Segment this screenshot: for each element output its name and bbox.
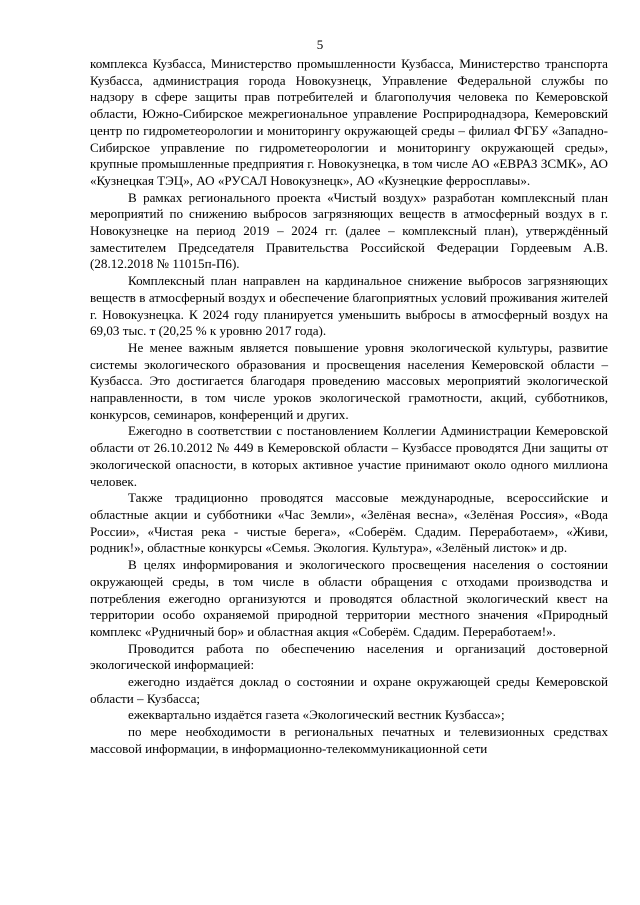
paragraph-annual-report: ежегодно издаётся доклад о состоянии и охране окружающей среды Кемеровской области – Кузбасса; xyxy=(90,674,608,706)
page-number: 5 xyxy=(316,37,324,52)
paragraph-information-work: Проводится работа по обеспечению населения и организаций достоверной экологической информацией: xyxy=(90,640,608,673)
paragraph-media: по мере необходимости в региональных печатных и телевизионных средствах массовой информации, в информационно-телекоммуникационной сети xyxy=(90,724,608,756)
paragraph-eco-quest: В целях информирования и экологического просвещения населения о состоянии окружающей среды, в том числе в области обращения с отходами производства и потребления ежегодно организуются и проводятся областной экологический квест на территории особо охраняемой природной территории местного значения «Природный комплекс «Рудничный бор» и областная акция «Соберём. Сдадим. Переработаем!». xyxy=(90,557,608,639)
paragraph-clean-air-project: В рамках регионального проекта «Чистый воздух» разработан комплексный план мероприятий по снижению выбросов загрязняющих веществ в атмосферный воздух в г. Новокузнецке на период 2019 – 2024 гг. (далее – комплексный план), утверждённый заместителем Председателя Правительства Российской Федерации Гордеевым А.В. (28.12.2018 № 11015п-П6). xyxy=(90,189,608,272)
paragraph-protection-days: Ежегодно в соответствии с постановлением Коллегии Администрации Кемеровской области от 26.10.2012 № 449 в Кемеровской области – Кузбассе проводятся Дни защиты от экологической опасности, в которых активное участие принимают около одного миллиона человек. xyxy=(90,423,608,489)
body-text xyxy=(90,56,608,758)
paragraph-agencies-list: комплекса Кузбасса, Министерство промышленности Кузбасса, Министерство транспорта Кузбасса, администрация города Новокузнецк, Управление Федеральной службы по надзору в сфере защиты прав потребителей и благополучия человека по Кемеровской области, Южно-Сибирское межрегиональное управление Росприроднадзора, Кемеровский центр по гидрометеорологии и мониторингу окружающей среды – филиал ФГБУ «Западно-Сибирское управление по гидрометеорологии и мониторингу окружающей среды», крупные промышленные предприятия г. Новокузнецка, в том числе АО «ЕВРАЗ ЗСМК», АО «Кузнецкая ТЭЦ», АО «РУСАЛ Новокузнецк», АО «Кузнецкие ферросплавы». xyxy=(90,56,608,188)
paragraph-quarterly-newspaper: ежеквартально издаётся газета «Экологический вестник Кузбасса»; xyxy=(128,707,505,723)
paragraph-ecological-culture: Не менее важным является повышение уровня экологической культуры, развитие системы экологического образования и просвещения населения Кемеровской области – Кузбасса. Это достигается благодаря проведению массовых мероприятий экологической направленности, в том числе уроков экологической грамотности, акций, субботников, конкурсов, семинаров, конференций и других. xyxy=(90,339,608,422)
paragraph-mass-actions: Также традиционно проводятся массовые международные, всероссийские и областные акции и субботники «Час Земли», «Зелёная весна», «Зелёная Россия», «Вода России», «Чистая река - чистые берега», «Соберём. Сдадим. Переработаем», «Живи, родник!», областные конкурсы «Семья. Экология. Культура», «Зелёный листок» и др. xyxy=(90,490,608,556)
paragraph-comprehensive-plan: Комплексный план направлен на кардинальное снижение выбросов загрязняющих веществ в атмосферный воздух и обеспечение благоприятных условий проживания жителей г. Новокузнецка. К 2024 году планируется уменьшить выбросы в атмосферный воздух на 69,03 тыс. т (20,25 % к уровню 2017 года). xyxy=(90,273,608,339)
